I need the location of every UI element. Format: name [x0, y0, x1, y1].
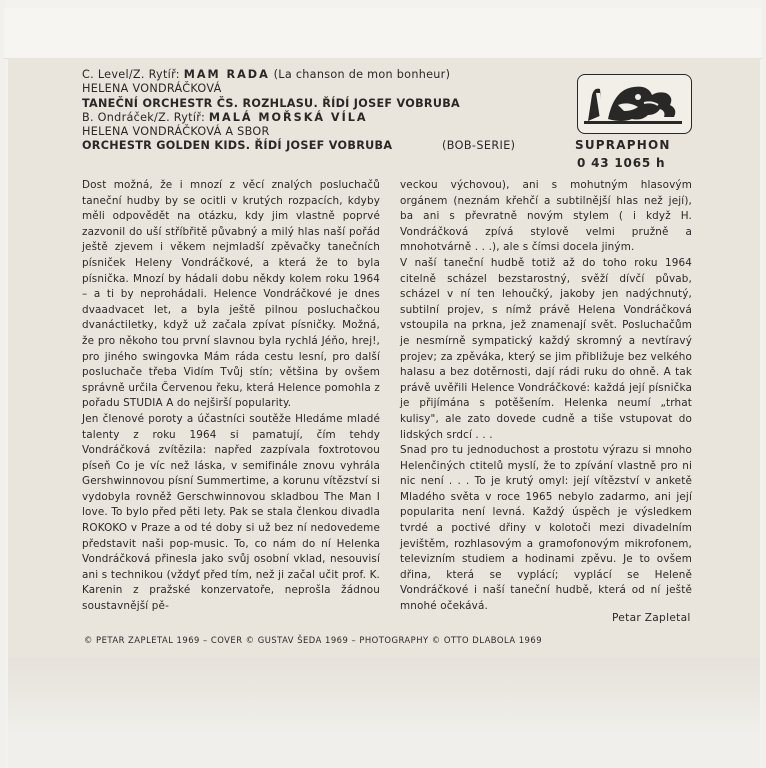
liner-paragraph: Snad pro tu jednoduchost a prostotu výrazu si mnoho Helenčiných ctitelů myslí, že to zpívání vlastně pro ni nic není . . . To je krutý omyl: její vítězství v anketě Mladého světa v roce 1965 nebylo zadarmo, ani její popularita není levná. Každý úspěch je výsledkem tvrdé a poctivé dřiny v kolotoči mezi divadelním jevištěm, rozhlasovým a gramofonovým mikrofonem, televizním studiem a hodinami zpěvu. Je to ovšem dřina, která se vyplácí; vyplácí se Heleně Vondráčkové i naší taneční hudbě, která od ní ještě mnohé očekává. — [400, 444, 692, 613]
copyright-footer: © PETAR ZAPLETAL 1969 – COVER © GUSTAV ŠEDA 1969 – PHOTOGRAPHY © OTTO DLABOLA 1969 — [84, 635, 543, 645]
liner-paragraph: Jen členové poroty a účastníci soutěže Hledáme mladé talenty z roku 1964 si pamatují, čím tehdy Vondráčková zvítězila: napřed zazpívala foxtrotovou píseň Co je víc než láska, v semifinále znovu vyhrála Gershwinnovou písní Summertime, a korunu vítězství si vydobyla rovněž Gerschwinnovou skladbou The Man I love. To bylo před pěti lety. Pak se stala členkou divadla ROKOKO v Praze a od té doby si už bez ní nedovedeme představit naši pop-music. To, co nám do ní Helenka Vondráčková přinesla jako svůj osobní vklad, nesouvisí ani s technikou (vždyť před tím, než ji začal učit prof. K. Karenin z pražské konzervatoře, neprošla žádnou soustavnější pě- — [82, 412, 380, 613]
track-2-title: MALÁ MOŘSKÁ VÍLA — [208, 110, 368, 124]
label-brand: SUPRAPHON — [575, 138, 671, 152]
track-1-subtitle: (La chanson de mon bonheur) — [269, 68, 451, 81]
series-label: (BOB-SERIE) — [442, 139, 516, 152]
catalog-number: 0 43 1065 h — [577, 156, 666, 170]
track-2-orchestra: ORCHESTR GOLDEN KIDS. ŘÍDÍ JOSEF VOBRUBA — [82, 139, 393, 153]
liner-paragraph: Dost možná, že i mnozí z věcí znalých posluchačů taneční hudby by se ocitli v krutých rozpacích, kdyby měli odpovědět na otázku, kdy jim vlastně poprvé zazvonil do uší stříbřitě půvabný a milý hlas naší pořád ještě zjevem i věkem nejmladší zpěvačky tanečních písniček Heleny Vondráčkové, a která že to byla písnička. Mnozí by hádali dobu někdy kolem roku 1964 – a ti by neprohádali. Helence Vondráčkové je dnes dvaadvacet let, a byla ještě pilnou posluchačkou dvanáctiletky, když už začala zpívat písničky. Možná, že pro někoho tou první slavnou byla rychlá Jéňo, hrej!, pro jiného swingovka Mám ráda cestu lesní, pro další posluchače třeba Vidím Tvůj stín; většina by ovšem správně určila Červenou řeku, která Helence pomohla z pořadu STUDIA A do nejširší popularity. — [82, 179, 380, 410]
sleeve-flap — [4, 8, 762, 59]
liner-notes-left-column — [82, 178, 380, 615]
track-2-authors: B. Ondráček/Z. Rytíř: — [82, 110, 209, 124]
track-1-title: MAM RADA — [183, 68, 270, 81]
author-signature: Petar Zapletal — [612, 612, 691, 624]
liner-paragraph: V naší taneční hudbě totiž až do toho roku 1964 citelně scházel bezstarostný, svěží dívčí půvab, scházel v ní ten lehoučký, jakoby jen nadýchnutý, subtilní projev, s nímž právě Helena Vondráčková vstoupila na prkna, jež znamenají svět. Posluchačům je nesmírně sympatický každý skromný a nevtíravý projev; za zpěváka, který se jim přibližuje bez velkého halasu a bez dotěrnosti, dají rádi ruku do ohně. A tak právě uvěřili Helence Vondráčkové: každá její písnička je přijímána s potěšením. Helenka neumí „trhat kulisy", ale zato dovede cudně a tiše vstupovat do lidských srdcí . . . — [400, 256, 692, 441]
track-1-orchestra: TANEČNÍ ORCHESTR ČS. ROZHLASU. ŘÍDÍ JOSEF VOBRUBA — [82, 96, 461, 110]
liner-notes-right-column — [400, 178, 692, 615]
lyre-lion-logo-icon — [578, 75, 691, 133]
track-1-authors: C. Level/Z. Rytíř: — [82, 68, 184, 81]
supraphon-logo — [577, 74, 692, 134]
lower-panel — [8, 658, 760, 768]
track-1-artist: HELENA VONDRÁČKOVÁ — [82, 82, 222, 96]
track-2-artist: HELENA VONDRÁČKOVÁ A SBOR — [82, 125, 270, 139]
liner-paragraph: veckou výchovou), ani s mohutným hlasovým orgánem (neznám křehčí a subtilnější hlas než její), ba ani s převratně novým stylem ( i když H. Vondráčková zpívá stylově velmi pružně a mnohotvárně . . .), ale s čímsi docela jiným. — [400, 179, 692, 254]
